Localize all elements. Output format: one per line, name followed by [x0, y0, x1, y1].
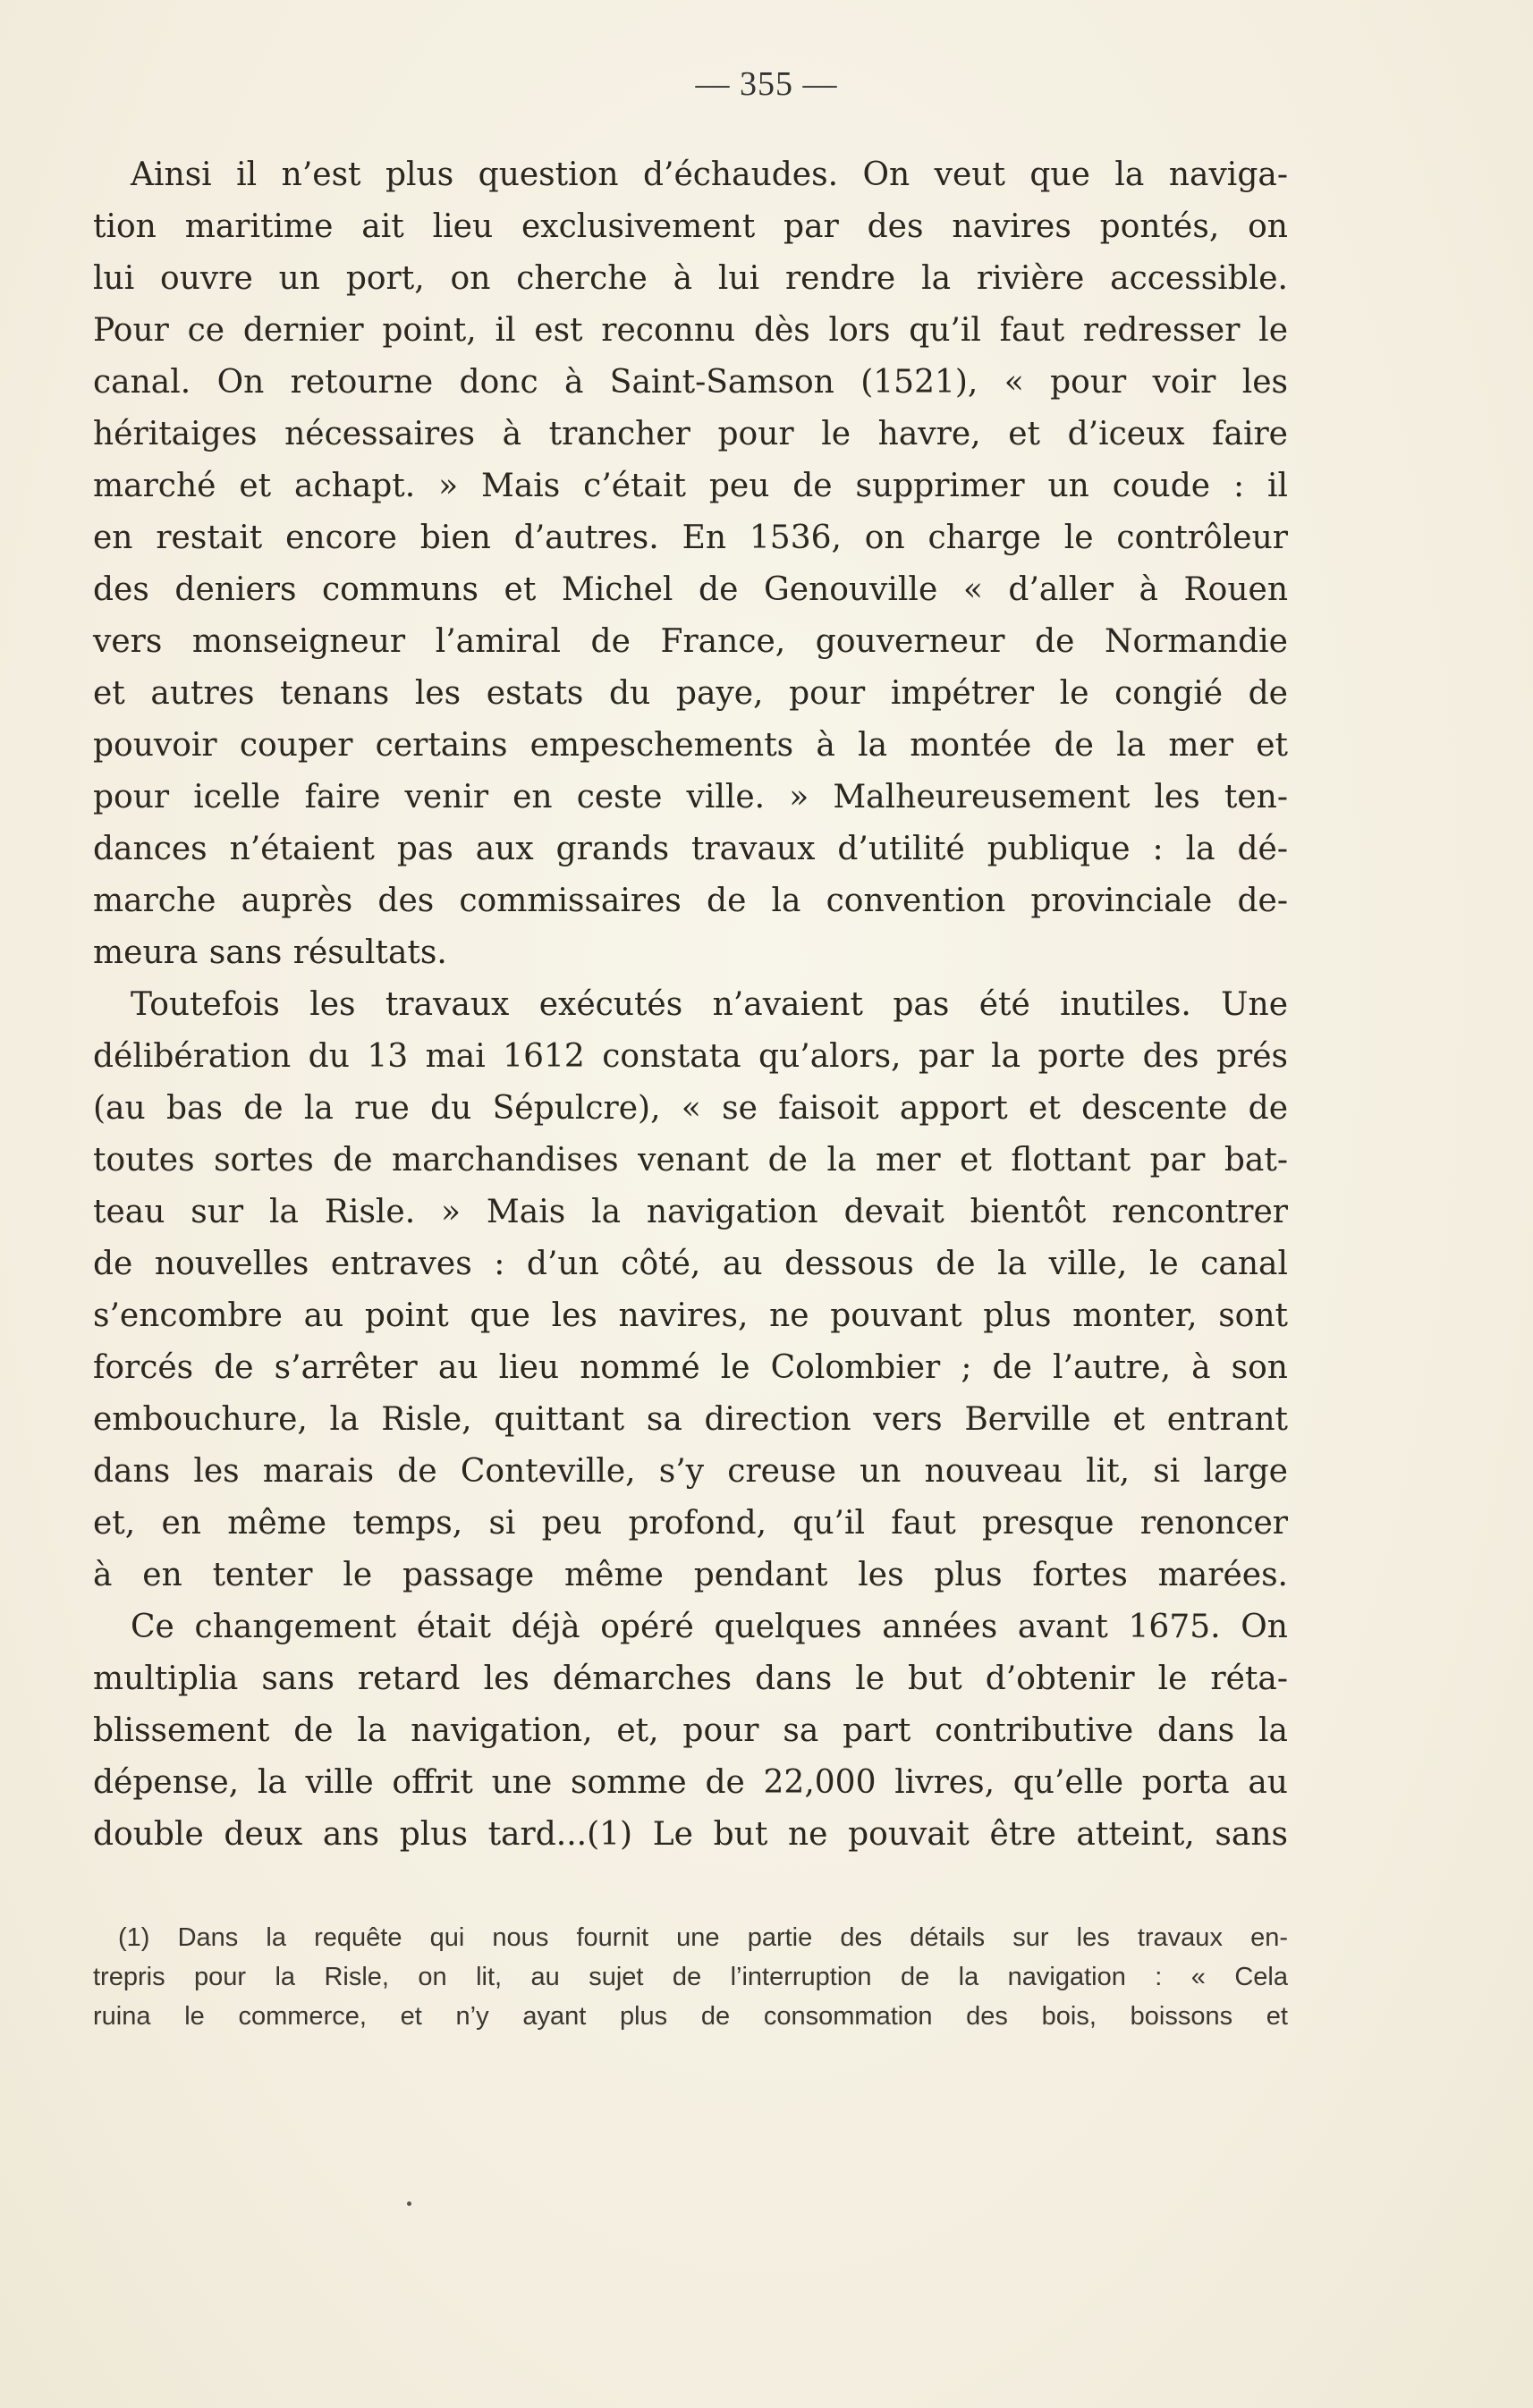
text-line: marché et achapt. » Mais c’était peu de supprimer un coude : il: [93, 468, 1288, 504]
text-line: (au bas de la rue du Sépulcre), « se faisoit apport et descente de: [93, 1090, 1288, 1127]
text-line: Toutefois les travaux exécutés n’avaient pas été inutiles. Une: [131, 986, 1288, 1023]
text-line: Ainsi il n’est plus question d’échaudes. On veut que la naviga-: [131, 156, 1288, 193]
text-line: dépense, la ville offrit une somme de 22,000 livres, qu’elle porta au: [93, 1764, 1288, 1801]
text-line: lui ouvre un port, on cherche à lui rendre la rivière accessible.: [93, 260, 1288, 297]
text-line: pouvoir couper certains empeschements à la montée de la mer et: [93, 727, 1288, 764]
text-line: Ce changement était déjà opéré quelques années avant 1675. On: [131, 1609, 1288, 1645]
text-line: meura sans résultats.: [93, 934, 447, 971]
text-line: Pour ce dernier point, il est reconnu dès lors qu’il faut redresser le: [93, 312, 1288, 349]
text-line: tion maritime ait lieu exclusivement par des navires pontés, on: [93, 208, 1288, 245]
ink-speck: [407, 2201, 411, 2206]
text-line: toutes sortes de marchandises venant de la mer et flottant par bat-: [93, 1142, 1288, 1179]
text-line: délibération du 13 mai 1612 constata qu’alors, par la porte des prés: [93, 1038, 1288, 1075]
text-line: forcés de s’arrêter au lieu nommé le Colombier ; de l’autre, à son: [93, 1349, 1288, 1386]
page-number: — 355 —: [695, 65, 838, 103]
text-line: des deniers communs et Michel de Genouville « d’aller à Rouen: [93, 571, 1288, 608]
text-line: dans les marais de Conteville, s’y creuse un nouveau lit, si large: [93, 1453, 1288, 1490]
text-line: vers monseigneur l’amiral de France, gouverneur de Normandie: [93, 623, 1288, 660]
footnote-line: ruina le commerce, et n’y ayant plus de consommation des bois, boissons et: [93, 2002, 1288, 2031]
text-line: et, en même temps, si peu profond, qu’il faut presque renoncer: [93, 1505, 1288, 1542]
text-line: à en tenter le passage même pendant les plus fortes marées.: [93, 1557, 1288, 1593]
text-line: dances n’étaient pas aux grands travaux d’utilité publique : la dé-: [93, 831, 1288, 867]
footnote-line: trepris pour la Risle, on lit, au sujet de l’interruption de la navigation : « Cela: [93, 1963, 1288, 1991]
footnotes: [93, 1918, 1288, 2036]
text-line: teau sur la Risle. » Mais la navigation devait bientôt rencontrer: [93, 1194, 1288, 1230]
text-line: double deux ans plus tard...(1) Le but ne pouvait être atteint, sans: [93, 1816, 1288, 1853]
text-line: et autres tenans les estats du paye, pour impétrer le congié de: [93, 675, 1288, 712]
text-line: marche auprès des commissaires de la convention provinciale de-: [93, 883, 1288, 919]
text-line: de nouvelles entraves : d’un côté, au dessous de la ville, le canal: [93, 1246, 1288, 1282]
text-line: en restait encore bien d’autres. En 1536, on charge le contrôleur: [93, 520, 1288, 556]
text-line: pour icelle faire venir en ceste ville. » Malheureusement les ten-: [93, 779, 1288, 815]
text-line: multiplia sans retard les démarches dans le but d’obtenir le réta-: [93, 1660, 1288, 1697]
footnote-line: (1) Dans la requête qui nous fournit une partie des détails sur les travaux en-: [118, 1923, 1288, 1952]
body-text: [93, 149, 1288, 1861]
text-line: blissement de la navigation, et, pour sa part contributive dans la: [93, 1712, 1288, 1749]
text-line: canal. On retourne donc à Saint-Samson (1521), « pour voir les: [93, 364, 1288, 401]
text-line: héritaiges nécessaires à trancher pour le havre, et d’iceux faire: [93, 416, 1288, 452]
text-line: embouchure, la Risle, quittant sa direction vers Berville et entrant: [93, 1401, 1288, 1438]
text-line: s’encombre au point que les navires, ne pouvant plus monter, sont: [93, 1297, 1288, 1334]
